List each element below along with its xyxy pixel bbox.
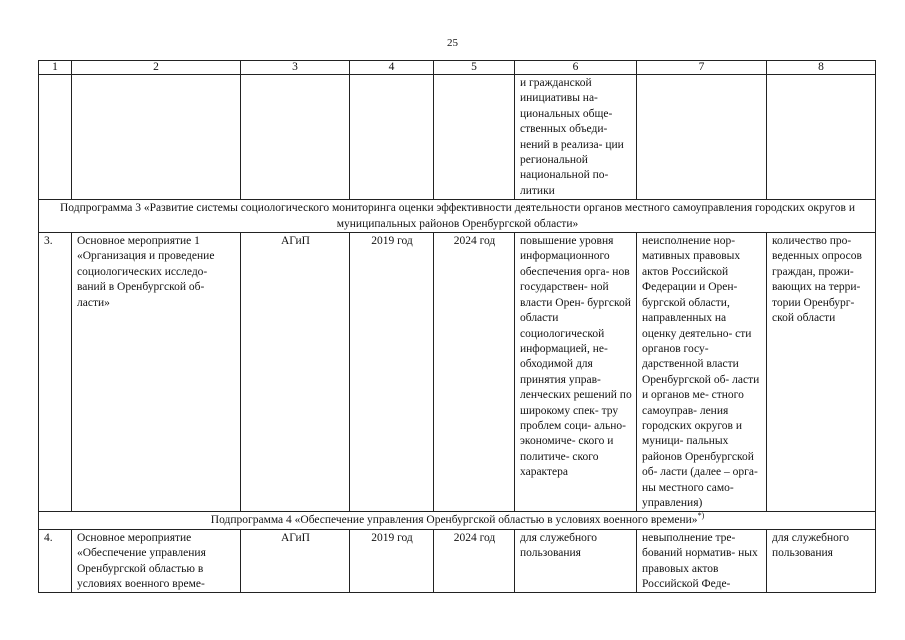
measure-row-4 [39, 529, 876, 593]
column-number: 6 [515, 61, 637, 75]
measures-table [38, 60, 876, 593]
subprogram-3-row [39, 200, 876, 233]
continued-row [39, 75, 876, 200]
measure-end-year: 2024 год [434, 233, 515, 512]
measure-number: 3. [39, 233, 72, 512]
measure-end-year: 2024 год [434, 529, 515, 593]
measure-indicator: для служебного пользования [767, 529, 876, 593]
measure-row-3 [39, 233, 876, 512]
column-number: 4 [350, 61, 434, 75]
measure-start-year: 2019 год [350, 529, 434, 593]
subprogram-3-heading: Подпрограмма 3 «Развитие системы социологического мониторинга оценки эффективности деятельности органов местного самоуправления городских округов и муниципальных районов Оренбургской области» [39, 200, 876, 233]
column-number: 2 [72, 61, 241, 75]
footnote-mark: *) [697, 511, 705, 521]
measure-name: Основное мероприятие 1 «Организация и проведение социологических исследо- ваний в Оренбургской об- ласти» [72, 233, 241, 512]
measure-result: повышение уровня информационного обеспечения орга- нов государствен- ной власти Орен- бургской области социологической информацией, не- обходимой для принятия управ- ленческих решений по широкому спек- тру проблем соци- ально-экономиче- ского и политиче- ского характера [515, 233, 637, 512]
column-number: 3 [241, 61, 350, 75]
subprogram-4-heading [39, 512, 876, 529]
column-number: 5 [434, 61, 515, 75]
measure-consequences: неисполнение нор- мативных правовых актов Российской Федерации и Орен- бургской области, направленных на оценку деятельно- сти органов госу- дарственной власти Оренбургской об- ласти и органов ме- стного самоуправ- ления городских округов и муници- пальных районов Оренбургской об- ласти (далее – орга- ны местного само- управления) [637, 233, 767, 512]
column-number: 7 [637, 61, 767, 75]
continued-result-cell: и гражданской инициативы на- циональных обще- ственных объеди- нений в реализа- ции региональной национальной по- литики [515, 75, 637, 200]
measure-number: 4. [39, 529, 72, 593]
page-number: 25 [447, 37, 458, 49]
subprogram-4-text: Подпрограмма 4 «Обеспечение управления Оренбургской областью в условиях военного времени» [210, 514, 698, 527]
measure-executor: АГиП [241, 529, 350, 593]
measure-start-year: 2019 год [350, 233, 434, 512]
column-number: 8 [767, 61, 876, 75]
measure-consequences: невыполнение тре- бований норматив- ных правовых актов Российской Феде- [637, 529, 767, 593]
measure-executor: АГиП [241, 233, 350, 512]
column-number: 1 [39, 61, 72, 75]
measure-result: для служебного пользования [515, 529, 637, 593]
measure-indicator: количество про- веденных опросов граждан, прожи- вающих на терри- тории Оренбург- ской области [767, 233, 876, 512]
measure-name: Основное мероприятие «Обеспечение управления Оренбургской областью в условиях военного време- [72, 529, 241, 593]
subprogram-4-row [39, 512, 876, 529]
column-number-row [39, 61, 876, 75]
